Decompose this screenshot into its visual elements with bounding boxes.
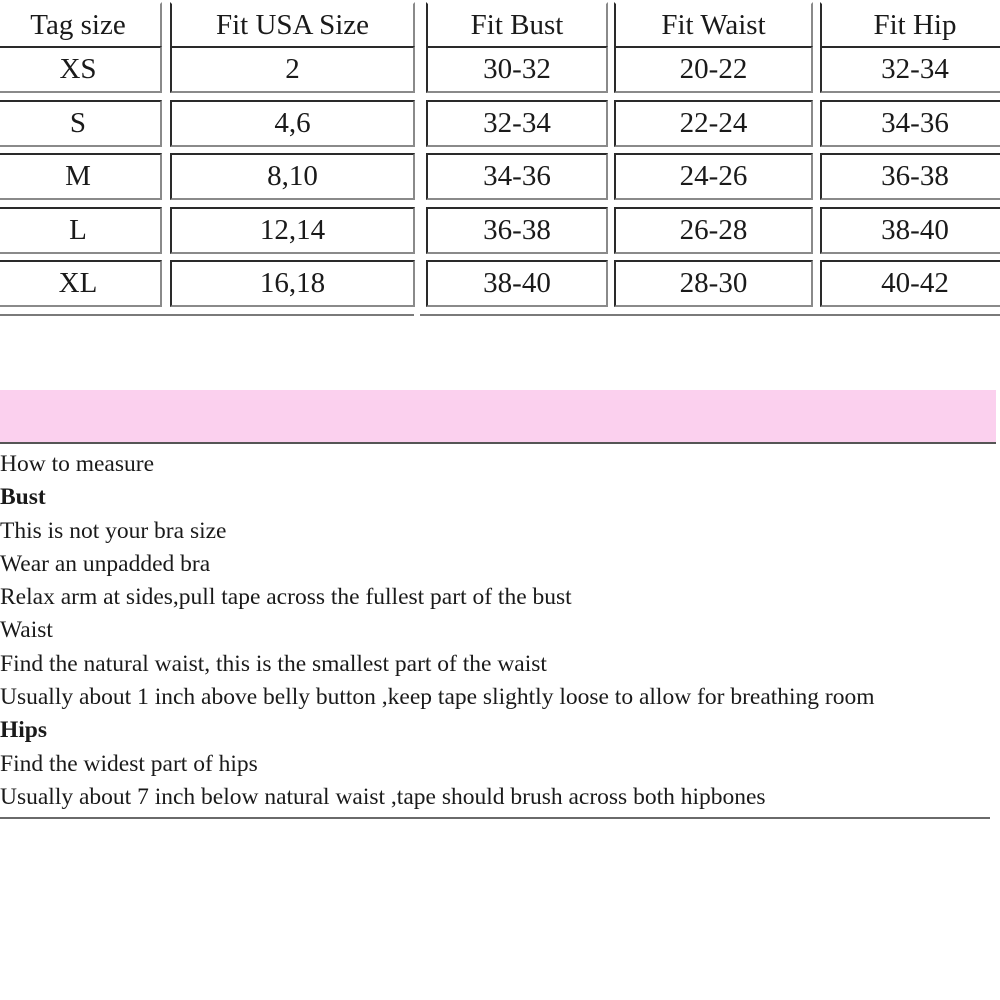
header-fit-hip: Fit Hip [820,2,1000,49]
hip-cell: 38-40 [820,207,1000,254]
waist-cell: 22-24 [614,100,813,147]
table-row [0,98,1000,152]
tag-size-cell: XL [0,260,162,307]
tag-size-cell: M [0,153,162,200]
guide-bottom-divider [0,817,990,819]
usa-size-cell: 12,14 [170,207,415,254]
usa-size-cell: 2 [170,46,415,93]
waist-cell: 28-30 [614,260,813,307]
header-tag-size: Tag size [0,2,162,49]
hips-instruction: Usually about 7 inch below natural waist ,tape should brush across both hipbones [0,783,766,810]
hips-instruction: Find the widest part of hips [0,750,258,777]
bust-instruction: Relax arm at sides,pull tape across the fullest part of the bust [0,584,572,611]
waist-cell: 24-26 [614,153,813,200]
waist-cell: 26-28 [614,207,813,254]
waist-instruction: Usually about 1 inch above belly button ,keep tape slightly loose to allow for breathing room [0,684,875,711]
usa-size-cell: 16,18 [170,260,415,307]
table-row [0,151,1000,205]
table-bottom-divider [0,314,414,316]
tag-size-cell: XS [0,46,162,93]
measure-guide [0,448,1000,814]
hip-cell: 40-42 [820,260,1000,307]
hip-cell: 36-38 [820,153,1000,200]
hip-cell: 34-36 [820,100,1000,147]
bust-heading: Bust [0,484,46,511]
bust-cell: 30-32 [426,46,608,93]
hip-cell: 32-34 [820,46,1000,93]
tag-size-cell: S [0,100,162,147]
bust-cell: 36-38 [426,207,608,254]
bust-cell: 32-34 [426,100,608,147]
size-chart-table [0,0,1000,312]
hips-heading: Hips [0,717,48,744]
table-row [0,258,1000,312]
pink-banner [0,390,996,444]
usa-size-cell: 8,10 [170,153,415,200]
bust-instruction: This is not your bra size [0,517,227,544]
usa-size-cell: 4,6 [170,100,415,147]
waist-cell: 20-22 [614,46,813,93]
header-fit-waist: Fit Waist [614,2,813,49]
table-row [0,205,1000,259]
bust-cell: 34-36 [426,153,608,200]
header-fit-usa-size: Fit USA Size [170,2,415,49]
table-row [0,44,1000,98]
table-bottom-divider [420,314,1000,316]
waist-heading: Waist [0,617,53,644]
bust-instruction: Wear an unpadded bra [0,550,211,577]
bust-cell: 38-40 [426,260,608,307]
guide-title: How to measure [0,451,155,477]
table-header-row [0,0,1000,44]
tag-size-cell: L [0,207,162,254]
waist-instruction: Find the natural waist, this is the smallest part of the waist [0,650,547,677]
header-fit-bust: Fit Bust [426,2,608,49]
